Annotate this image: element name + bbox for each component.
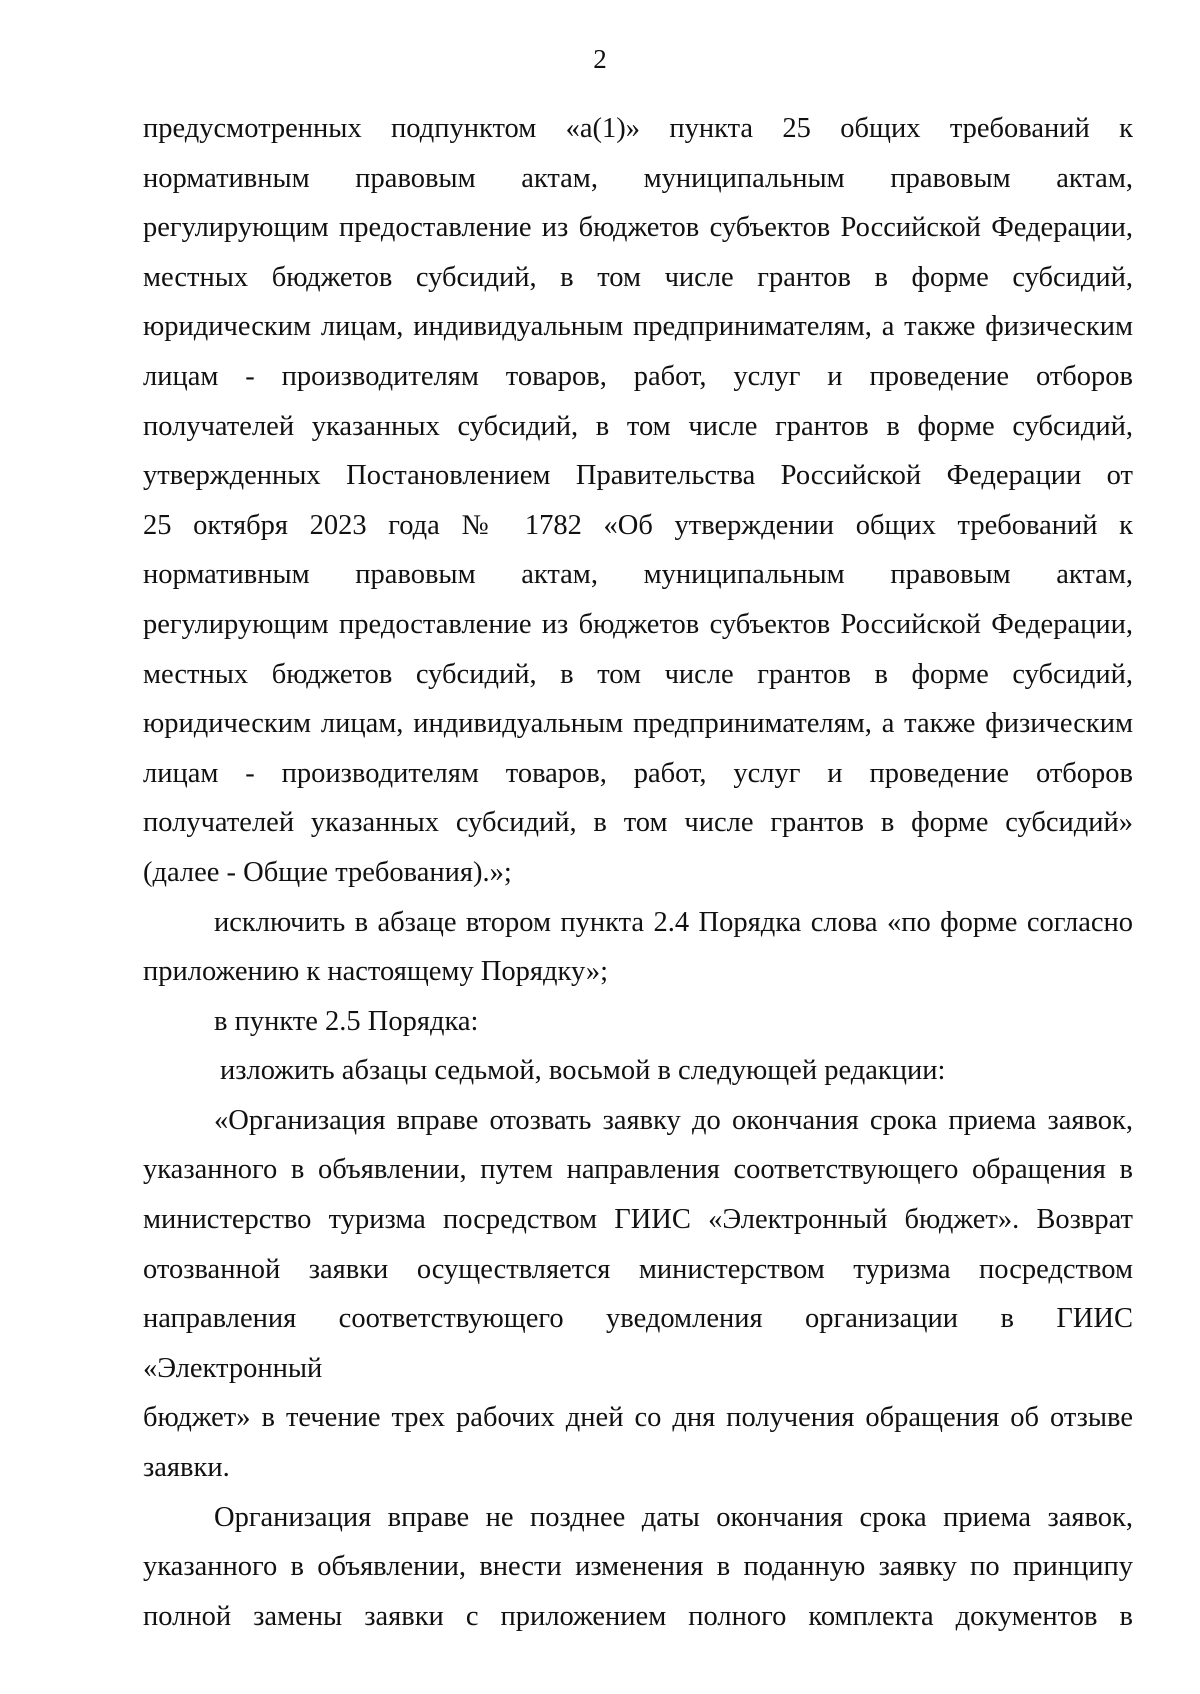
- text-line: в пункте 2.5 Порядка:: [214, 1005, 479, 1037]
- text-line: получателей указанных субсидий, в том числе грантов в форме субсидий,: [143, 410, 1133, 442]
- text-line: заявки.: [143, 1452, 230, 1484]
- text-line: регулирующим предоставление из бюджетов субъектов Российской Федерации,: [143, 212, 1133, 244]
- text-line: исключить в абзаце втором пункта 2.4 Порядка слова «по форме согласно: [214, 906, 1133, 938]
- text-line: местных бюджетов субсидий, в том числе грантов в форме субсидий,: [143, 658, 1133, 690]
- text-line: бюджет» в течение трех рабочих дней со дня получения обращения об отзыве: [143, 1402, 1133, 1434]
- text-line: указанного в объявлении, внести изменения в поданную заявку по принципу: [143, 1551, 1133, 1583]
- text-line: министерство туризма посредством ГИИС «Электронный бюджет». Возврат: [143, 1204, 1133, 1236]
- text-line: лицам - производителям товаров, работ, услуг и проведение отборов: [143, 757, 1133, 789]
- document-body: [143, 104, 1133, 1641]
- text-line: нормативным правовым актам, муниципальным правовым актам,: [143, 559, 1133, 591]
- text-line: (далее - Общие требования).»;: [143, 856, 512, 888]
- text-line: лицам - производителям товаров, работ, услуг и проведение отборов: [143, 360, 1133, 392]
- text-line: указанного в объявлении, путем направления соответствующего обращения в: [143, 1154, 1133, 1186]
- text-line: полной замены заявки с приложением полного комплекта документов в: [143, 1600, 1133, 1632]
- text-line: приложению к настоящему Порядку»;: [143, 956, 609, 988]
- text-line: юридическим лицам, индивидуальным предпринимателям, а также физическим: [143, 311, 1133, 343]
- text-line: нормативным правовым актам, муниципальным правовым актам,: [143, 162, 1133, 194]
- text-line: «Организация вправе отозвать заявку до окончания срока приема заявок,: [214, 1104, 1133, 1136]
- text-line: местных бюджетов субсидий, в том числе грантов в форме субсидий,: [143, 261, 1133, 293]
- text-line: утвержденных Постановлением Правительства Российской Федерации от: [143, 460, 1133, 492]
- text-line: отозванной заявки осуществляется министерством туризма посредством: [143, 1253, 1133, 1285]
- text-line: 25 октября 2023 года № 1782 «Об утверждении общих требований к: [143, 509, 1133, 541]
- text-line: получателей указанных субсидий, в том числе грантов в форме субсидий»: [143, 807, 1133, 839]
- text-line: регулирующим предоставление из бюджетов субъектов Российской Федерации,: [143, 608, 1133, 640]
- text-line: направления соответствующего уведомления организации в ГИИС «Электронный: [143, 1303, 1133, 1384]
- text-line: юридическим лицам, индивидуальным предпринимателям, а также физическим: [143, 708, 1133, 740]
- text-line: предусмотренных подпунктом «а(1)» пункта 25 общих требований к: [143, 113, 1133, 144]
- page-number: 2: [593, 44, 607, 74]
- text-line: Организация вправе не позднее даты окончания срока приема заявок,: [214, 1501, 1133, 1533]
- text-line: изложить абзацы седьмой, восьмой в следующей редакции:: [220, 1055, 946, 1087]
